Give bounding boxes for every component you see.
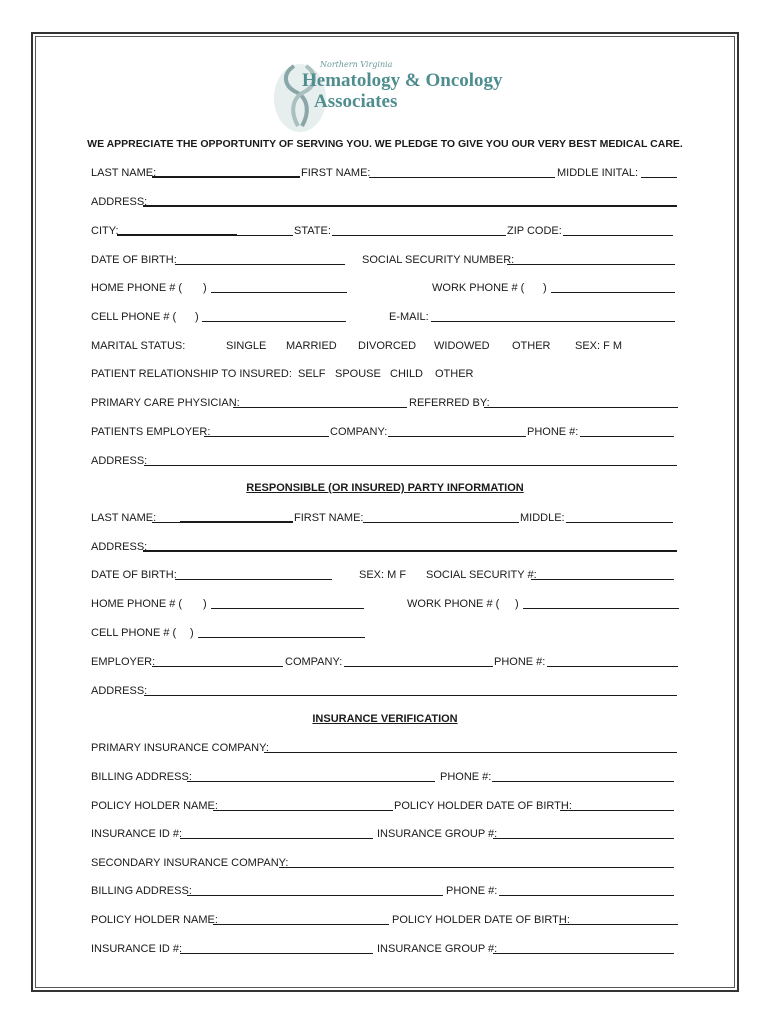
home-phone-label: HOME PHONE # ( — [91, 282, 183, 294]
logo-title-line1: Hematology & Oncology — [302, 70, 503, 91]
home-phone-field[interactable] — [211, 292, 347, 293]
secondary-insurance-group-label: INSURANCE GROUP #: — [377, 943, 498, 955]
resp-phone-field[interactable] — [547, 666, 678, 667]
logo-small-text: Northern Virginia — [320, 60, 393, 69]
primary-insurance-id-row — [91, 827, 679, 841]
responsible-party-heading — [91, 482, 679, 494]
primary-policy-holder-row — [91, 799, 679, 813]
relationship-option-spouse[interactable]: SPOUSE — [335, 368, 381, 380]
address-label: ADDRESS: — [91, 196, 148, 208]
email-field[interactable] — [431, 321, 675, 322]
resp-sex-options[interactable]: SEX: M F — [359, 569, 407, 581]
home-phone-paren: ) — [203, 282, 207, 294]
primary-policy-holder-field[interactable] — [213, 810, 393, 811]
secondary-policy-holder-label: POLICY HOLDER NAME: — [91, 914, 218, 926]
marital-option-married[interactable]: MARRIED — [286, 340, 337, 352]
cell-phone-label: CELL PHONE # ( — [91, 311, 177, 323]
zip-label: ZIP CODE: — [507, 225, 562, 237]
primary-policy-dob-label: POLICY HOLDER DATE OF BIRTH: — [394, 800, 572, 812]
resp-middle-label: MIDDLE: — [520, 512, 565, 524]
resp-ssn-label: SOCIAL SECURITY #: — [426, 569, 537, 581]
state-label: STATE: — [294, 225, 331, 237]
primary-insurance-id-label: INSURANCE ID #: — [91, 828, 183, 840]
tagline: WE APPRECIATE THE OPPORTUNITY OF SERVING YOU. WE PLEDGE TO GIVE YOU OUR VERY BEST MEDICAL CARE. — [87, 138, 683, 150]
clinic-logo — [272, 52, 502, 134]
primary-billing-phone-label: PHONE #: — [440, 771, 492, 783]
pcp-label: PRIMARY CARE PHYSICIAN: — [91, 397, 240, 409]
resp-phone-label: PHONE #: — [494, 656, 546, 668]
secondary-policy-dob-field[interactable] — [559, 924, 678, 925]
relationship-label: PATIENT RELATIONSHIP TO INSURED: — [91, 368, 292, 380]
resp-company-label: COMPANY: — [285, 656, 343, 668]
sex-options[interactable]: SEX: F M — [575, 340, 623, 352]
first-name-field[interactable] — [369, 177, 555, 178]
relationship-option-child[interactable]: CHILD — [390, 368, 424, 380]
patient-phone-field[interactable] — [580, 436, 674, 437]
work-phone-field[interactable] — [551, 292, 675, 293]
responsible-phone-row — [91, 597, 679, 611]
resp-employer-field[interactable] — [152, 666, 283, 667]
relationship-option-self[interactable]: SELF — [298, 368, 326, 380]
primary-billing-phone-field[interactable] — [492, 781, 674, 782]
marital-option-divorced[interactable]: DIVORCED — [358, 340, 417, 352]
state-field[interactable] — [332, 235, 506, 236]
primary-insurance-row — [91, 741, 679, 755]
primary-billing-row — [91, 770, 679, 784]
employer-address-field[interactable] — [144, 465, 677, 466]
patient-phone-label: PHONE #: — [527, 426, 579, 438]
resp-address-field[interactable] — [143, 550, 677, 552]
marital-option-widowed[interactable]: WIDOWED — [434, 340, 490, 352]
responsible-employer-address-row — [91, 684, 679, 698]
secondary-policy-holder-row — [91, 913, 679, 927]
patient-employer-address-row — [91, 454, 679, 468]
employer-address-label: ADDRESS: — [91, 455, 148, 467]
first-name-label: FIRST NAME: — [301, 167, 371, 179]
secondary-insurance-row — [91, 856, 679, 870]
resp-cell-phone-field[interactable] — [198, 637, 365, 638]
address-field[interactable] — [143, 205, 677, 207]
responsible-heading-text: RESPONSIBLE (OR INSURED) PARTY INFORMATION — [246, 482, 524, 494]
patient-company-label: COMPANY: — [330, 426, 388, 438]
primary-insurance-group-label: INSURANCE GROUP #: — [377, 828, 498, 840]
resp-last-name-field-start[interactable] — [152, 522, 180, 523]
work-phone-paren: ) — [543, 282, 547, 294]
resp-first-name-field[interactable] — [363, 522, 519, 523]
middle-initial-field[interactable] — [641, 177, 677, 178]
patient-name-row — [91, 166, 679, 180]
last-name-field[interactable] — [152, 176, 300, 178]
referred-by-label: REFERRED BY: — [409, 397, 490, 409]
ssn-field[interactable] — [507, 264, 675, 265]
secondary-billing-label: BILLING ADDRESS: — [91, 885, 192, 897]
resp-middle-field[interactable] — [566, 522, 673, 523]
secondary-insurance-label: SECONDARY INSURANCE COMPANY: — [91, 857, 289, 869]
resp-home-phone-label: HOME PHONE # ( — [91, 598, 183, 610]
responsible-cell-row — [91, 626, 679, 640]
resp-work-phone-paren: ) — [515, 598, 519, 610]
marital-option-other[interactable]: OTHER — [512, 340, 551, 352]
insurance-heading — [91, 713, 679, 725]
physician-row — [91, 396, 679, 410]
responsible-employer-row — [91, 655, 679, 669]
resp-cell-phone-paren: ) — [190, 627, 194, 639]
referred-by-field[interactable] — [484, 407, 678, 408]
patient-address-row — [91, 195, 679, 209]
secondary-billing-row — [91, 884, 679, 898]
cell-phone-paren: ) — [195, 311, 199, 323]
resp-employer-label: EMPLOYER: — [91, 656, 156, 668]
primary-insurance-group-field[interactable] — [493, 838, 674, 839]
pcp-field[interactable] — [233, 407, 407, 408]
relationship-row — [91, 367, 679, 381]
patient-employer-field[interactable] — [204, 436, 329, 437]
primary-insurance-field[interactable] — [264, 752, 677, 753]
resp-first-name-label: FIRST NAME: — [294, 512, 364, 524]
last-name-label: LAST NAME: — [91, 167, 157, 179]
primary-insurance-id-field[interactable] — [180, 838, 373, 839]
resp-ssn-field[interactable] — [531, 579, 674, 580]
middle-initial-label: MIDDLE INITAL: — [557, 167, 639, 179]
resp-work-phone-label: WORK PHONE # ( — [407, 598, 500, 610]
responsible-address-row — [91, 540, 679, 554]
resp-home-phone-paren: ) — [203, 598, 207, 610]
cell-phone-field[interactable] — [202, 321, 346, 322]
resp-last-name-label: LAST NAME: — [91, 512, 157, 524]
secondary-insurance-id-row — [91, 942, 679, 956]
secondary-billing-field[interactable] — [187, 895, 443, 896]
resp-company-field[interactable] — [344, 666, 493, 667]
primary-billing-field[interactable] — [187, 781, 435, 782]
primary-policy-dob-field[interactable] — [560, 810, 674, 811]
resp-employer-address-label: ADDRESS: — [91, 685, 148, 697]
secondary-policy-dob-label: POLICY HOLDER DATE OF BIRTH: — [392, 914, 570, 926]
responsible-dob-row — [91, 568, 679, 582]
marital-option-single[interactable]: SINGLE — [226, 340, 267, 352]
resp-dob-field[interactable] — [175, 579, 332, 580]
secondary-insurance-group-field[interactable] — [493, 953, 674, 954]
resp-last-name-field[interactable] — [180, 521, 293, 523]
city-field[interactable] — [117, 234, 237, 236]
zip-field[interactable] — [563, 235, 673, 236]
secondary-billing-phone-label: PHONE #: — [446, 885, 498, 897]
responsible-name-row — [91, 511, 679, 525]
work-phone-label: WORK PHONE # ( — [432, 282, 525, 294]
secondary-insurance-field[interactable] — [279, 867, 674, 868]
patient-employer-label: PATIENTS EMPLOYER: — [91, 426, 211, 438]
dob-label: DATE OF BIRTH: — [91, 254, 177, 266]
logo-title-line2: Associates — [314, 91, 398, 112]
resp-home-phone-field[interactable] — [211, 608, 364, 609]
resp-dob-label: DATE OF BIRTH: — [91, 569, 177, 581]
secondary-insurance-id-field[interactable] — [180, 953, 373, 954]
resp-address-label: ADDRESS: — [91, 541, 148, 553]
marital-status-row — [91, 339, 679, 353]
resp-employer-address-field[interactable] — [144, 695, 677, 696]
secondary-insurance-id-label: INSURANCE ID #: — [91, 943, 183, 955]
cell-email-row — [91, 310, 679, 324]
dob-field[interactable] — [175, 264, 345, 265]
city-state-zip-row — [91, 224, 679, 238]
relationship-option-other[interactable]: OTHER — [435, 368, 474, 380]
marital-status-label: MARITAL STATUS: — [91, 340, 186, 352]
patient-company-field[interactable] — [388, 436, 526, 437]
resp-work-phone-field[interactable] — [523, 608, 679, 609]
dob-ssn-row — [91, 253, 679, 267]
city-label: CITY: — [91, 225, 119, 237]
secondary-billing-phone-field[interactable] — [499, 895, 674, 896]
phone-row — [91, 281, 679, 295]
secondary-policy-holder-field[interactable] — [213, 924, 389, 925]
primary-billing-label: BILLING ADDRESS: — [91, 771, 192, 783]
primary-insurance-label: PRIMARY INSURANCE COMPANY: — [91, 742, 269, 754]
city-field-extension[interactable] — [237, 235, 293, 236]
insurance-heading-text: INSURANCE VERIFICATION — [312, 713, 458, 725]
resp-cell-phone-label: CELL PHONE # ( — [91, 627, 177, 639]
email-label: E-MAIL: — [389, 311, 429, 323]
patient-employer-row — [91, 425, 679, 439]
primary-policy-holder-label: POLICY HOLDER NAME: — [91, 800, 218, 812]
ssn-label: SOCIAL SECURITY NUMBER: — [362, 254, 515, 266]
